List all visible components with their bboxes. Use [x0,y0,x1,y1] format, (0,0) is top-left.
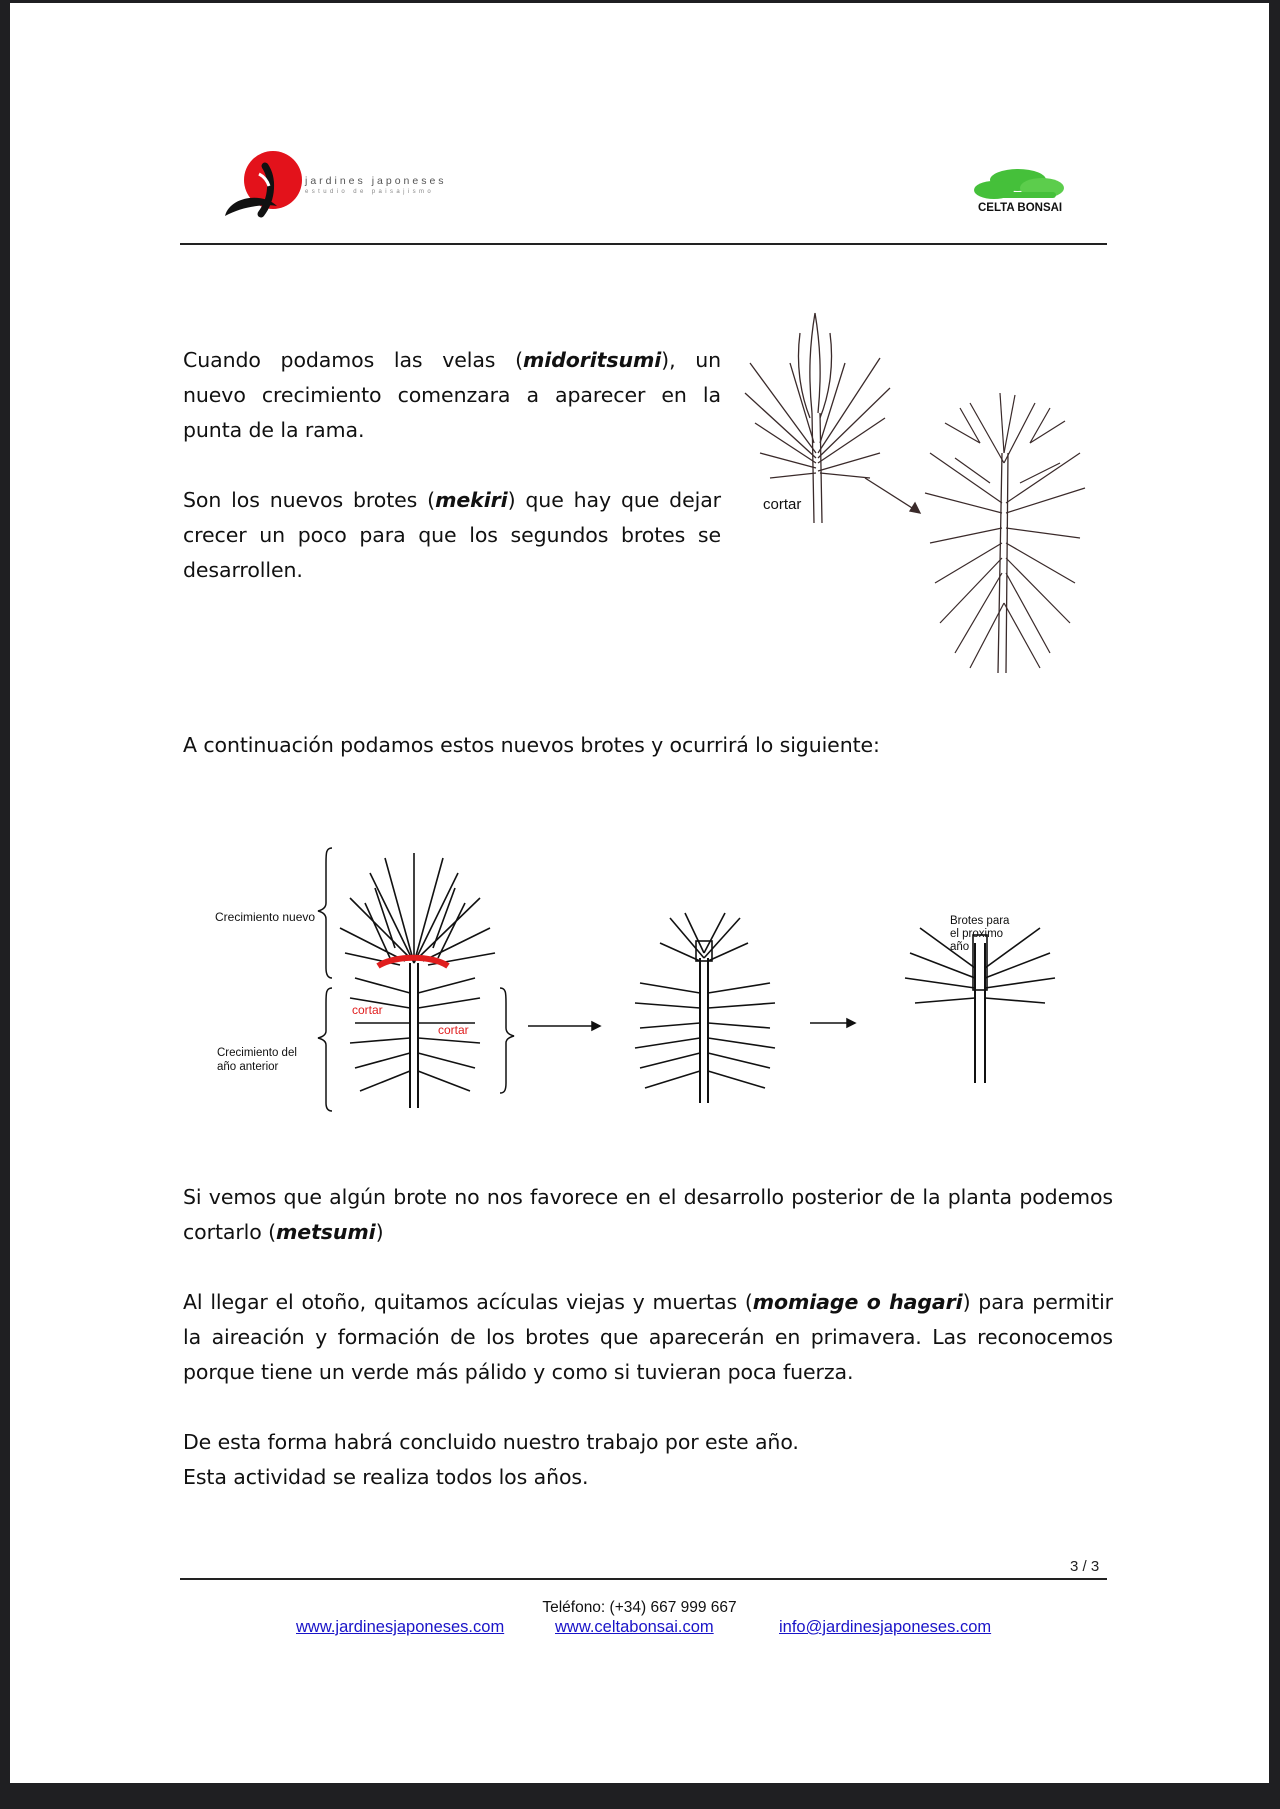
term-momiage: momiage o hagari [752,1290,963,1314]
conclusion-line: Esta actividad se realiza todos los años. [183,1465,589,1489]
pine-shoot-illustration [730,303,1110,683]
conclusion-line: De esta forma habrá concluido nuestro trabajo por este año. [183,1430,799,1454]
new-growth-label: Crecimiento nuevo [215,910,316,924]
intro-paragraph: A continuación podamos estos nuevos brotes y ocurrirá lo siguiente: [183,733,880,757]
cut-label: cortar [763,496,802,513]
text-run: ) para permitir la aireación y formación de los brotes que aparecerán en primavera. Las reconocemos porque tiene un verde más pálido y como si tuvieran poca fuerza. [183,1290,1113,1384]
cut-label-2: cortar [438,1023,469,1037]
term-mekiri: mekiri [435,488,508,512]
paragraph-metsumi [183,1180,1113,1250]
celta-bonsai-text: CELTA BONSAI [978,202,1063,214]
paragraph-momiage [183,1285,1113,1390]
pruning-sequence-diagram [200,843,1070,1113]
logo-line2: estudio de paisajismo [305,189,435,195]
page-number: 3 / 3 [1070,1558,1100,1575]
term-metsumi: metsumi [276,1220,376,1244]
paragraph-conclusion [183,1425,1113,1495]
label-line: Brotes para [950,915,1010,927]
link-jardinesjaponeses[interactable]: www.jardinesjaponeses.com [296,1618,505,1636]
text-run: ), un nuevo crecimiento comenzara a aparecer en la punta de la rama. [183,348,721,442]
candle-pruning-figure [730,303,1110,683]
header-divider [180,243,1107,245]
text-run: Al llegar el otoño, quitamos acículas viejas y muertas ( [183,1290,753,1314]
buds-next-year-label [950,915,1009,954]
paragraph-mekiri [183,483,721,588]
celta-bonsai-logo [966,166,1076,221]
document-page [10,3,1269,1783]
paragraph-midoritsumi [183,343,721,448]
link-celtabonsai[interactable]: www.celtabonsai.com [555,1618,714,1636]
logo-line1: jardines japoneses [305,175,447,187]
jardines-japoneses-logo [215,148,455,228]
text-run: Son los nuevos brotes ( [183,488,436,512]
label-line: año [950,941,970,953]
bonsai-tree-icon [966,166,1076,202]
pruning-stages-illustration [200,843,1070,1113]
text-run: Si vemos que algún brote no nos favorece en el desarrollo posterior de la planta podemos cortarlo ( [183,1185,1113,1244]
text-run: ) que hay que dejar crecer un poco para que los segundos brotes se desarrollen. [183,488,721,582]
label-line: el proximo [950,928,1004,940]
text-run: ) [375,1220,384,1244]
footer-divider [180,1578,1107,1580]
term-midoritsumi: midoritsumi [523,348,662,372]
text-run: Cuando podamos las velas ( [183,348,523,372]
phone-number: Teléfono: (+34) 667 999 667 [542,1599,737,1616]
cut-label-1: cortar [352,1003,383,1017]
link-email[interactable]: info@jardinesjaponeses.com [779,1618,992,1636]
previous-growth-label [217,1046,297,1074]
label-line: Crecimiento del [217,1047,297,1059]
label-line: año anterior [217,1061,279,1073]
